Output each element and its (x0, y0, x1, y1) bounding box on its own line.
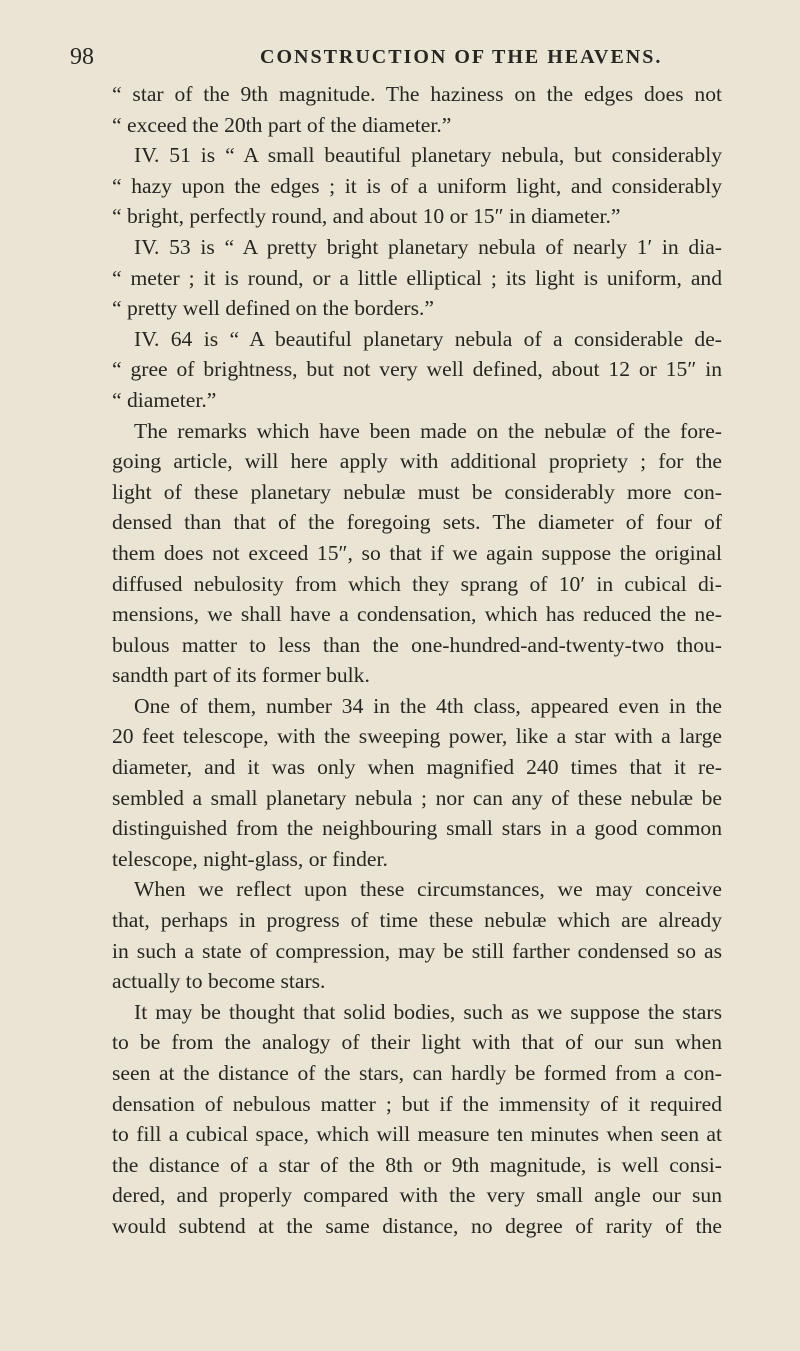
text-line: “ bright, perfectly round, and about 10 or 15″ in diameter.” (112, 204, 621, 229)
text-line: IV. 53 is “ A pretty bright planetary nebula of nearly 1′ in dia- (134, 234, 722, 259)
text-line: densation of nebulous matter ; but if the immensity of it required (112, 1091, 722, 1116)
text-line: “ star of the 9th magnitude. The haziness on the edges does not (112, 82, 722, 106)
text-line: in such a state of compression, may be still farther condensed so as (112, 938, 722, 963)
text-line: “ pretty well defined on the borders.” (112, 296, 434, 321)
text-line: seen at the distance of the stars, can hardly be formed from a con- (112, 1061, 722, 1085)
text-line: them does not exceed 15″, so that if we again suppose the original (112, 540, 722, 565)
text-line: densed than that of the foregoing sets. The diameter of four of (112, 510, 722, 535)
text-line: “ hazy upon the edges ; it is of a uniform light, and considerably (112, 173, 722, 198)
text-line: diameter, and it was only when magnified 240 times that it re- (112, 755, 722, 780)
text-line: sandth part of its former bulk. (112, 663, 370, 688)
text-line: telescope, night-glass, or finder. (112, 846, 388, 871)
page-number: 98 (70, 44, 94, 70)
text-line: going article, will here apply with additional propriety ; for the (112, 449, 722, 474)
text-line: bulous matter to less than the one-hundred-and-twenty-two thou- (112, 632, 722, 657)
text-line: The remarks which have been made on the nebulæ of the fore- (134, 418, 722, 443)
text-line: actually to become stars. (112, 969, 326, 994)
text-line: “ meter ; it is round, or a little elliptical ; its light is uniform, and (112, 265, 722, 290)
text-line: When we reflect upon these circumstances, we may conceive (134, 877, 722, 902)
page-header (70, 44, 740, 76)
text-line: 20 feet telescope, with the sweeping power, like a star with a large (112, 724, 722, 749)
text-line: sembled a small planetary nebula ; nor can any of these nebulæ be (112, 785, 722, 810)
text-line: IV. 51 is “ A small beautiful planetary nebula, but considerably (134, 143, 722, 168)
text-line: to be from the analogy of their light with that of our sun when (112, 1030, 722, 1055)
text-line: “ gree of brightness, but not very well defined, about 12 or 15″ in (112, 357, 722, 382)
text-line: light of these planetary nebulæ must be considerably more con- (112, 479, 722, 504)
text-line: “ diameter.” (112, 387, 217, 412)
text-line: distinguished from the neighbouring small stars in a good common (112, 816, 722, 841)
text-line: the distance of a star of the 8th or 9th magnitude, is well consi- (112, 1152, 722, 1177)
text-line: that, perhaps in progress of time these nebulæ which are already (112, 908, 722, 933)
body-text (112, 79, 722, 1242)
text-line: IV. 64 is “ A beautiful planetary nebula of a considerable de- (134, 326, 722, 351)
text-line: dered, and properly compared with the very small angle our sun (112, 1183, 722, 1208)
text-line: would subtend at the same distance, no degree of rarity of the (112, 1213, 722, 1238)
text-line: “ exceed the 20th part of the diameter.” (112, 112, 452, 137)
text-line: diffused nebulosity from which they sprang of 10′ in cubical di- (112, 571, 722, 596)
text-line: It may be thought that solid bodies, such as we suppose the stars (134, 999, 722, 1024)
text-line: to fill a cubical space, which will measure ten minutes when seen at (112, 1122, 722, 1147)
text-line: One of them, number 34 in the 4th class, appeared even in the (134, 693, 722, 718)
running-head: CONSTRUCTION OF THE HEAVENS. (260, 46, 663, 68)
text-line: mensions, we shall have a condensation, which has reduced the ne- (112, 602, 722, 627)
